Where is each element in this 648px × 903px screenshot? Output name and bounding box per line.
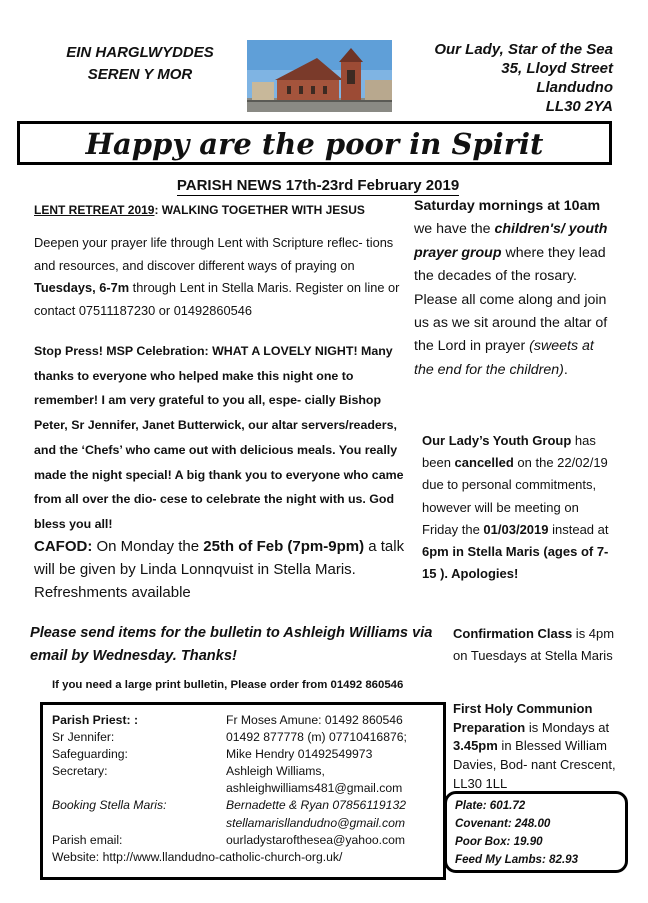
address-line-3: Llandudno [536,79,613,96]
collections-box [444,791,628,873]
contact-value: 01492 877778 (m) 07710416876; [226,730,407,745]
confirmation-notice [453,623,618,666]
contacts-table [52,712,407,866]
welsh-line-1: EIN HARGLWYDDES [66,44,214,61]
contact-value: Ashleigh Williams, [226,764,325,779]
youth-a: has been [422,433,596,471]
welsh-church-name [40,42,240,86]
lent-retreat-title-rest: : WALKING TOGETHER WITH JESUS [154,203,365,217]
youth-c: instead at [548,521,609,537]
contact-row [52,797,407,814]
contact-label: Parish email: [52,832,123,847]
address-line-1: Our Lady, Star of the Sea [434,41,613,58]
address-line-4: LL30 2YA [545,98,613,115]
contact-row [52,729,407,746]
contact-row [52,849,407,866]
contact-value[interactable]: ashleighwilliams481@gmail.com [226,781,403,796]
youth-group-name: Our Lady’s Youth Group [422,433,572,448]
contact-value[interactable]: stellamarisllandudno@gmail.com [226,815,406,830]
contact-row [52,746,407,763]
stop-press-notice: Stop Press! MSP Celebration: WHAT A LOVELY NIGHT! Many thanks to everyone who helped make this night one to remember! I am very grateful to you all, espe- cially Bishop Peter, Sr Jennifer, Janet Butterwick, our altar servers/readers, and the ‘Chefs’ who came out with delicious meals. You really made the night special! A big thank you to everyone who came from all over the dio- cese to celebrate the night with us. God bless you all! [34,344,404,531]
cafod-label: CAFOD: [34,538,93,555]
collection-covenant: Covenant: 248.00 [455,817,551,830]
youth-date: 01/03/2019 [483,521,549,537]
church-address [395,40,613,116]
contact-label: Secretary: [52,764,108,779]
confirmation-rest: is 4pm on Tuesdays at Stella Maris [453,626,615,663]
contact-value[interactable]: ourladystarofthesea@yahoo.com [226,832,406,847]
contact-label: Safeguarding: [52,747,128,762]
large-print-notice: If you need a large print bulletin, Please order from 01492 860546 [52,679,404,691]
contact-row [52,712,407,729]
contact-label: Sr Jennifer: [52,730,115,745]
lent-retreat-title [34,203,414,217]
church-photo [247,40,392,112]
communion-title: First Holy Communion Preparation [453,701,593,735]
contact-value: Mike Hendry 01492549973 [226,747,373,762]
banner-title: Happy are the poor in Spirit [17,121,612,165]
lent-retreat-body [34,232,406,322]
contact-label: Booking Stella Maris: [52,798,167,813]
youth-group-notice [422,430,612,585]
contact-label [52,815,226,832]
contact-label [52,780,226,797]
cafod-post: a talk will be given by Linda Lonnqvuist in Stella Maris. Refreshments available [34,538,405,601]
parish-news-heading-text: PARISH NEWS 17th-23rd February 2019 [176,177,460,194]
website-link[interactable]: Website: http://www.llandudno-catholic-church-org.uk/ [52,849,343,864]
youth-cancelled: cancelled [454,455,514,471]
communion-time: 3.45pm [453,738,498,754]
cafod-date: 25th of Feb (7pm-9pm) [203,538,365,555]
communion-b: in Blessed William Davies, Bod- nant Crescent, LL30 1LL [453,738,616,791]
youth-b: on the 22/02/19 due to personal commitments, however will be meeting on Friday the [422,455,608,537]
cafod-notice [34,535,406,604]
contact-row [52,815,407,832]
prayer-group-name: children's/ youth prayer group [414,221,608,261]
collection-feed-my-lambs: Feed My Lambs: 82.93 [455,853,579,866]
cafod-pre: On Monday the [92,538,204,555]
contact-label: Parish Priest: : [52,713,139,727]
contact-value: Fr Moses Amune: 01492 860546 [226,713,403,727]
lent-body-pre: Deepen your prayer life through Lent with Scripture reflec- tions and resources, and discover different ways of praying on [34,235,394,273]
lent-body-post: through Lent in Stella Maris. Register on line or contact 07511187230 or 01492860546 [34,280,400,318]
address-line-2: 35, Lloyd Street [501,60,613,77]
saturday-time: Saturday mornings at 10am [414,198,601,214]
communion-notice [453,700,623,794]
contact-value: Bernadette & Ryan 07856119132 [226,798,407,813]
lent-body-time: Tuesdays, 6-7m [34,280,130,295]
collection-poor-box: Poor Box: 19.90 [455,835,543,848]
contacts-box [40,702,446,880]
lent-retreat-title-underlined: LENT RETREAT 2019 [34,203,155,217]
saturday-end: . [563,361,568,378]
parish-news-heading [148,177,488,195]
send-items-notice: Please send items for the bulletin to Ashleigh Williams via email by Wednesday. Thanks! [30,625,433,664]
saturday-sweets: (sweets at the end for the children) [414,338,594,378]
collection-plate: Plate: 601.72 [455,799,526,812]
youth-time: 6pm in Stella Maris (ages of 7- 15 ). Apologies! [422,544,609,582]
welsh-line-2: SEREN Y MOR [87,66,193,83]
confirmation-title: Confirmation Class [453,626,573,641]
communion-a: is Mondays at [525,719,610,735]
contact-row [52,780,407,797]
saturday-mid: we have the [414,221,495,238]
contact-row [52,763,407,780]
saturday-prayer-notice [414,195,614,382]
saturday-rest: where they lead the decades of the rosary. Please all come along and join us as we sit around the altar of the Lord in prayer [414,244,608,355]
contact-row [52,832,407,849]
